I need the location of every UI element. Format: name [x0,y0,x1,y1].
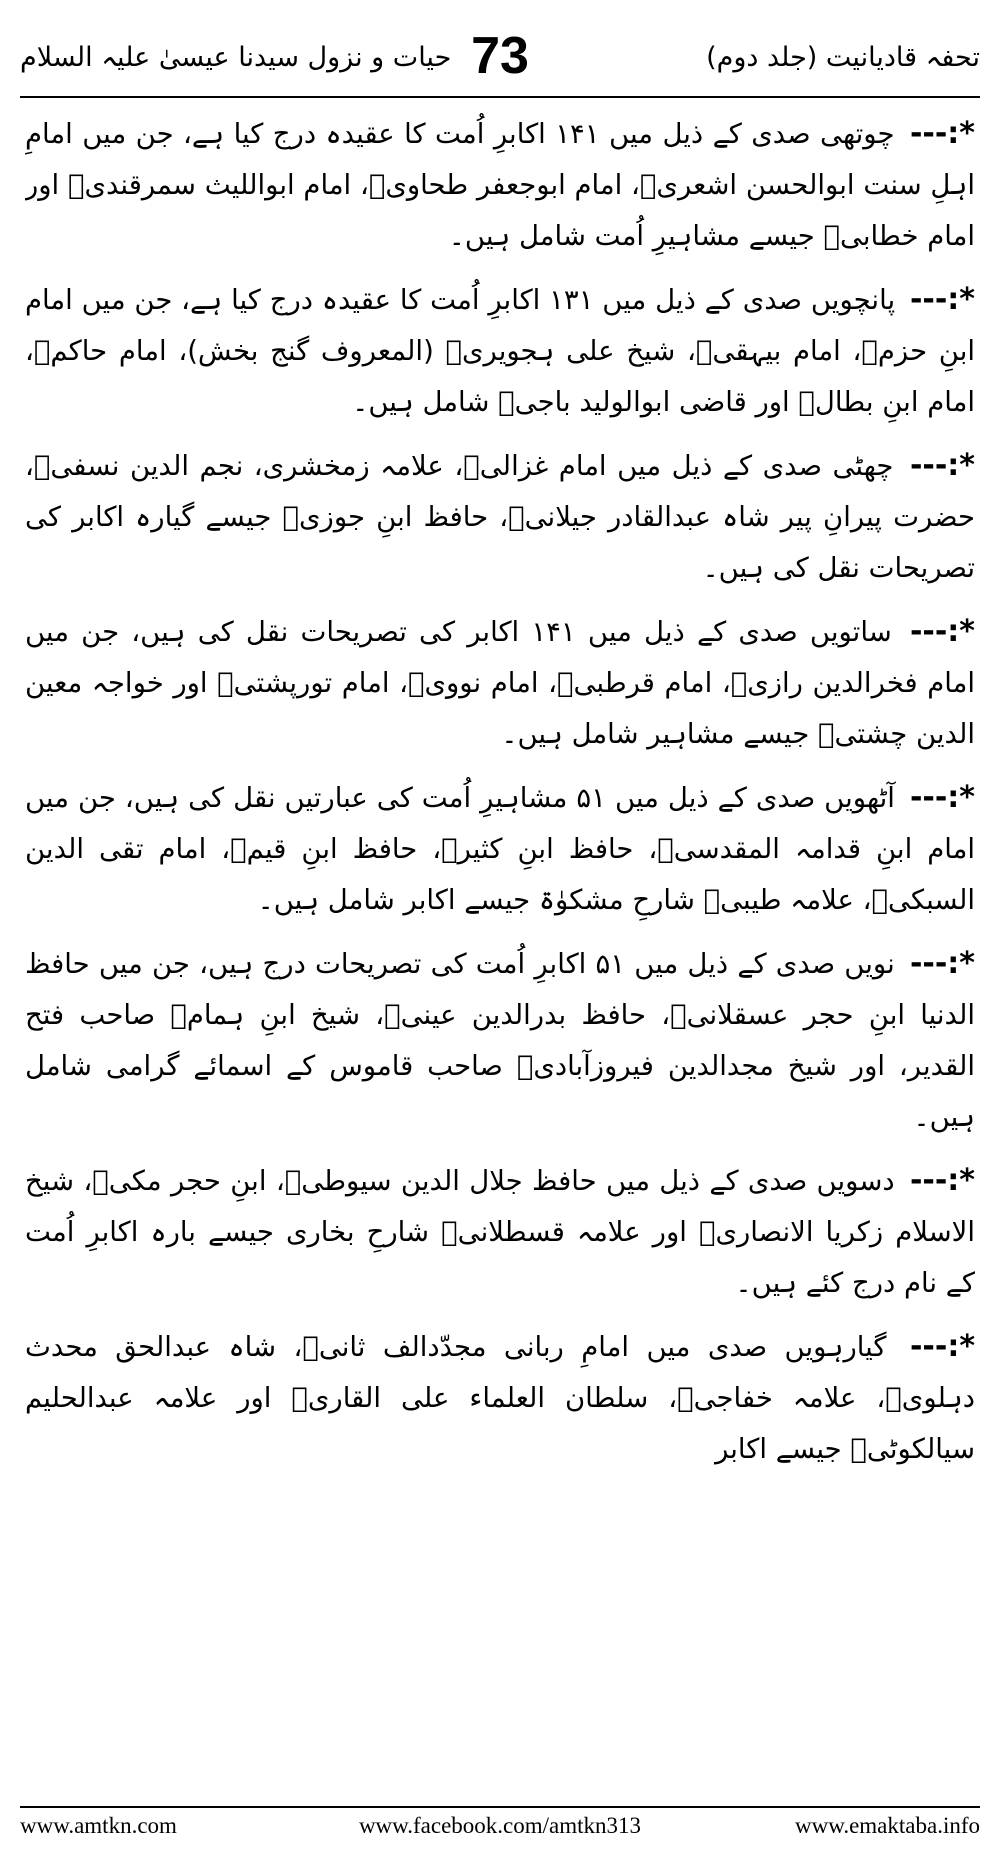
paragraph [25,1155,975,1309]
header-divider [20,96,980,98]
bullet-marker: *:--- [909,1163,975,1198]
paragraph-text: دسویں صدی کے ذیل میں حافظ جلال الدین سیوطیؒ، ابنِ حجر مکیؒ، شیخ الاسلام زکریا الانصاریؒ اور علامہ قسطلانیؒ شارحِ بخاری جیسے بارہ اکابرِ اُمت کے نام درج کئے ہیں۔ [25,1165,975,1299]
paragraph-text: چھٹی صدی کے ذیل میں امام غزالیؒ، علامہ زمخشری، نجم الدین نسفیؒ، حضرت پیرانِ پیر شاہ عبدالقادر جیلانیؒ، حافظ ابنِ جوزیؒ جیسے گیارہ اکابر کی تصریحات نقل کی ہیں۔ [25,450,975,584]
bullet-marker: *:--- [909,946,975,981]
paragraph [25,274,975,428]
paragraph [25,1321,975,1475]
paragraph-text: نویں صدی کے ذیل میں ۵۱ اکابرِ اُمت کی تصریحات درج ہیں، جن میں حافظ الدنیا ابنِ حجر عسقلانیؒ، حافظ بدرالدین عینیؒ، شیخ ابنِ ہمامؒ صاحب فتح القدیر، اور شیخ مجدالدین فیروزآبادیؒ صاحب قاموس کے اسمائے گرامی شامل ہیں۔ [25,948,975,1133]
paragraph-text: گیارہویں صدی میں امامِ ربانی مجدّدالف ثانیؒ، شاہ عبدالحق محدث دہلویؒ، علامہ خفاجیؒ، سلطان العلماء علی القاریؒ اور علامہ عبدالحلیم سیالکوٹیؒ جیسے اکابر [25,1331,975,1465]
paragraph-text: ساتویں صدی کے ذیل میں ۱۴۱ اکابر کی تصریحات نقل کی ہیں، جن میں امام فخرالدین رازیؒ، امام قرطبیؒ، امام نوویؒ، امام تورپشتیؒ اور خواجہ معین الدین چشتیؒ جیسے مشاہیر شامل ہیں۔ [25,616,975,750]
paragraph [25,772,975,926]
bullet-marker: *:--- [909,116,975,151]
bullet-marker: *:--- [909,282,975,317]
paragraph [25,440,975,594]
page-number: 73 [471,27,529,85]
paragraph [25,606,975,760]
book-title: تحفہ قادیانیت (جلد دوم) [706,42,980,73]
bullet-marker: *:--- [909,448,975,483]
page-footer [20,1813,980,1845]
paragraph-text: چوتھی صدی کے ذیل میں ۱۴۱ اکابرِ اُمت کا عقیدہ درج کیا ہے، جن میں امامِ اہلِ سنت ابوالحسن اشعریؒ، امام ابوجعفر طحاویؒ، امام ابواللیث سمرقندیؒ اور امام خطابیؒ جیسے مشاہیرِ اُمت شامل ہیں۔ [25,118,975,252]
footer-divider [20,1806,980,1808]
bullet-marker: *:--- [909,1329,975,1364]
paragraph [25,938,975,1143]
bullet-marker: *:--- [909,780,975,815]
bullet-marker: *:--- [909,614,975,649]
body-text [25,108,975,1798]
page-header [20,28,980,88]
footer-link-facebook[interactable]: www.facebook.com/amtkn313 [358,1813,642,1838]
paragraph [25,108,975,262]
footer-link-emaktaba[interactable]: www.emaktaba.info [795,1813,980,1838]
footer-link-amtkn[interactable]: www.amtkn.com [20,1813,177,1838]
paragraph-text: پانچویں صدی کے ذیل میں ۱۳۱ اکابرِ اُمت کا عقیدہ درج کیا ہے، جن میں امام ابنِ حزمؒ، امام بیہقیؒ، شیخ علی ہجویریؒ (المعروف گنج بخش)، امام حاکمؒ، امام ابنِ بطالؒ اور قاضی ابوالولید باجیؒ شامل ہیں۔ [25,284,975,418]
section-title: حیات و نزول سیدنا عیسیٰ علیہ السلام [20,42,452,73]
paragraph-text: آٹھویں صدی کے ذیل میں ۵۱ مشاہیرِ اُمت کی عبارتیں نقل کی ہیں، جن میں امام ابنِ قدامہ المقدسیؒ، حافظ ابنِ کثیرؒ، حافظ ابنِ قیمؒ، امام تقی الدین السبکیؒ، علامہ طیبیؒ شارحِ مشکوٰۃ جیسے اکابر شامل ہیں۔ [25,782,975,916]
